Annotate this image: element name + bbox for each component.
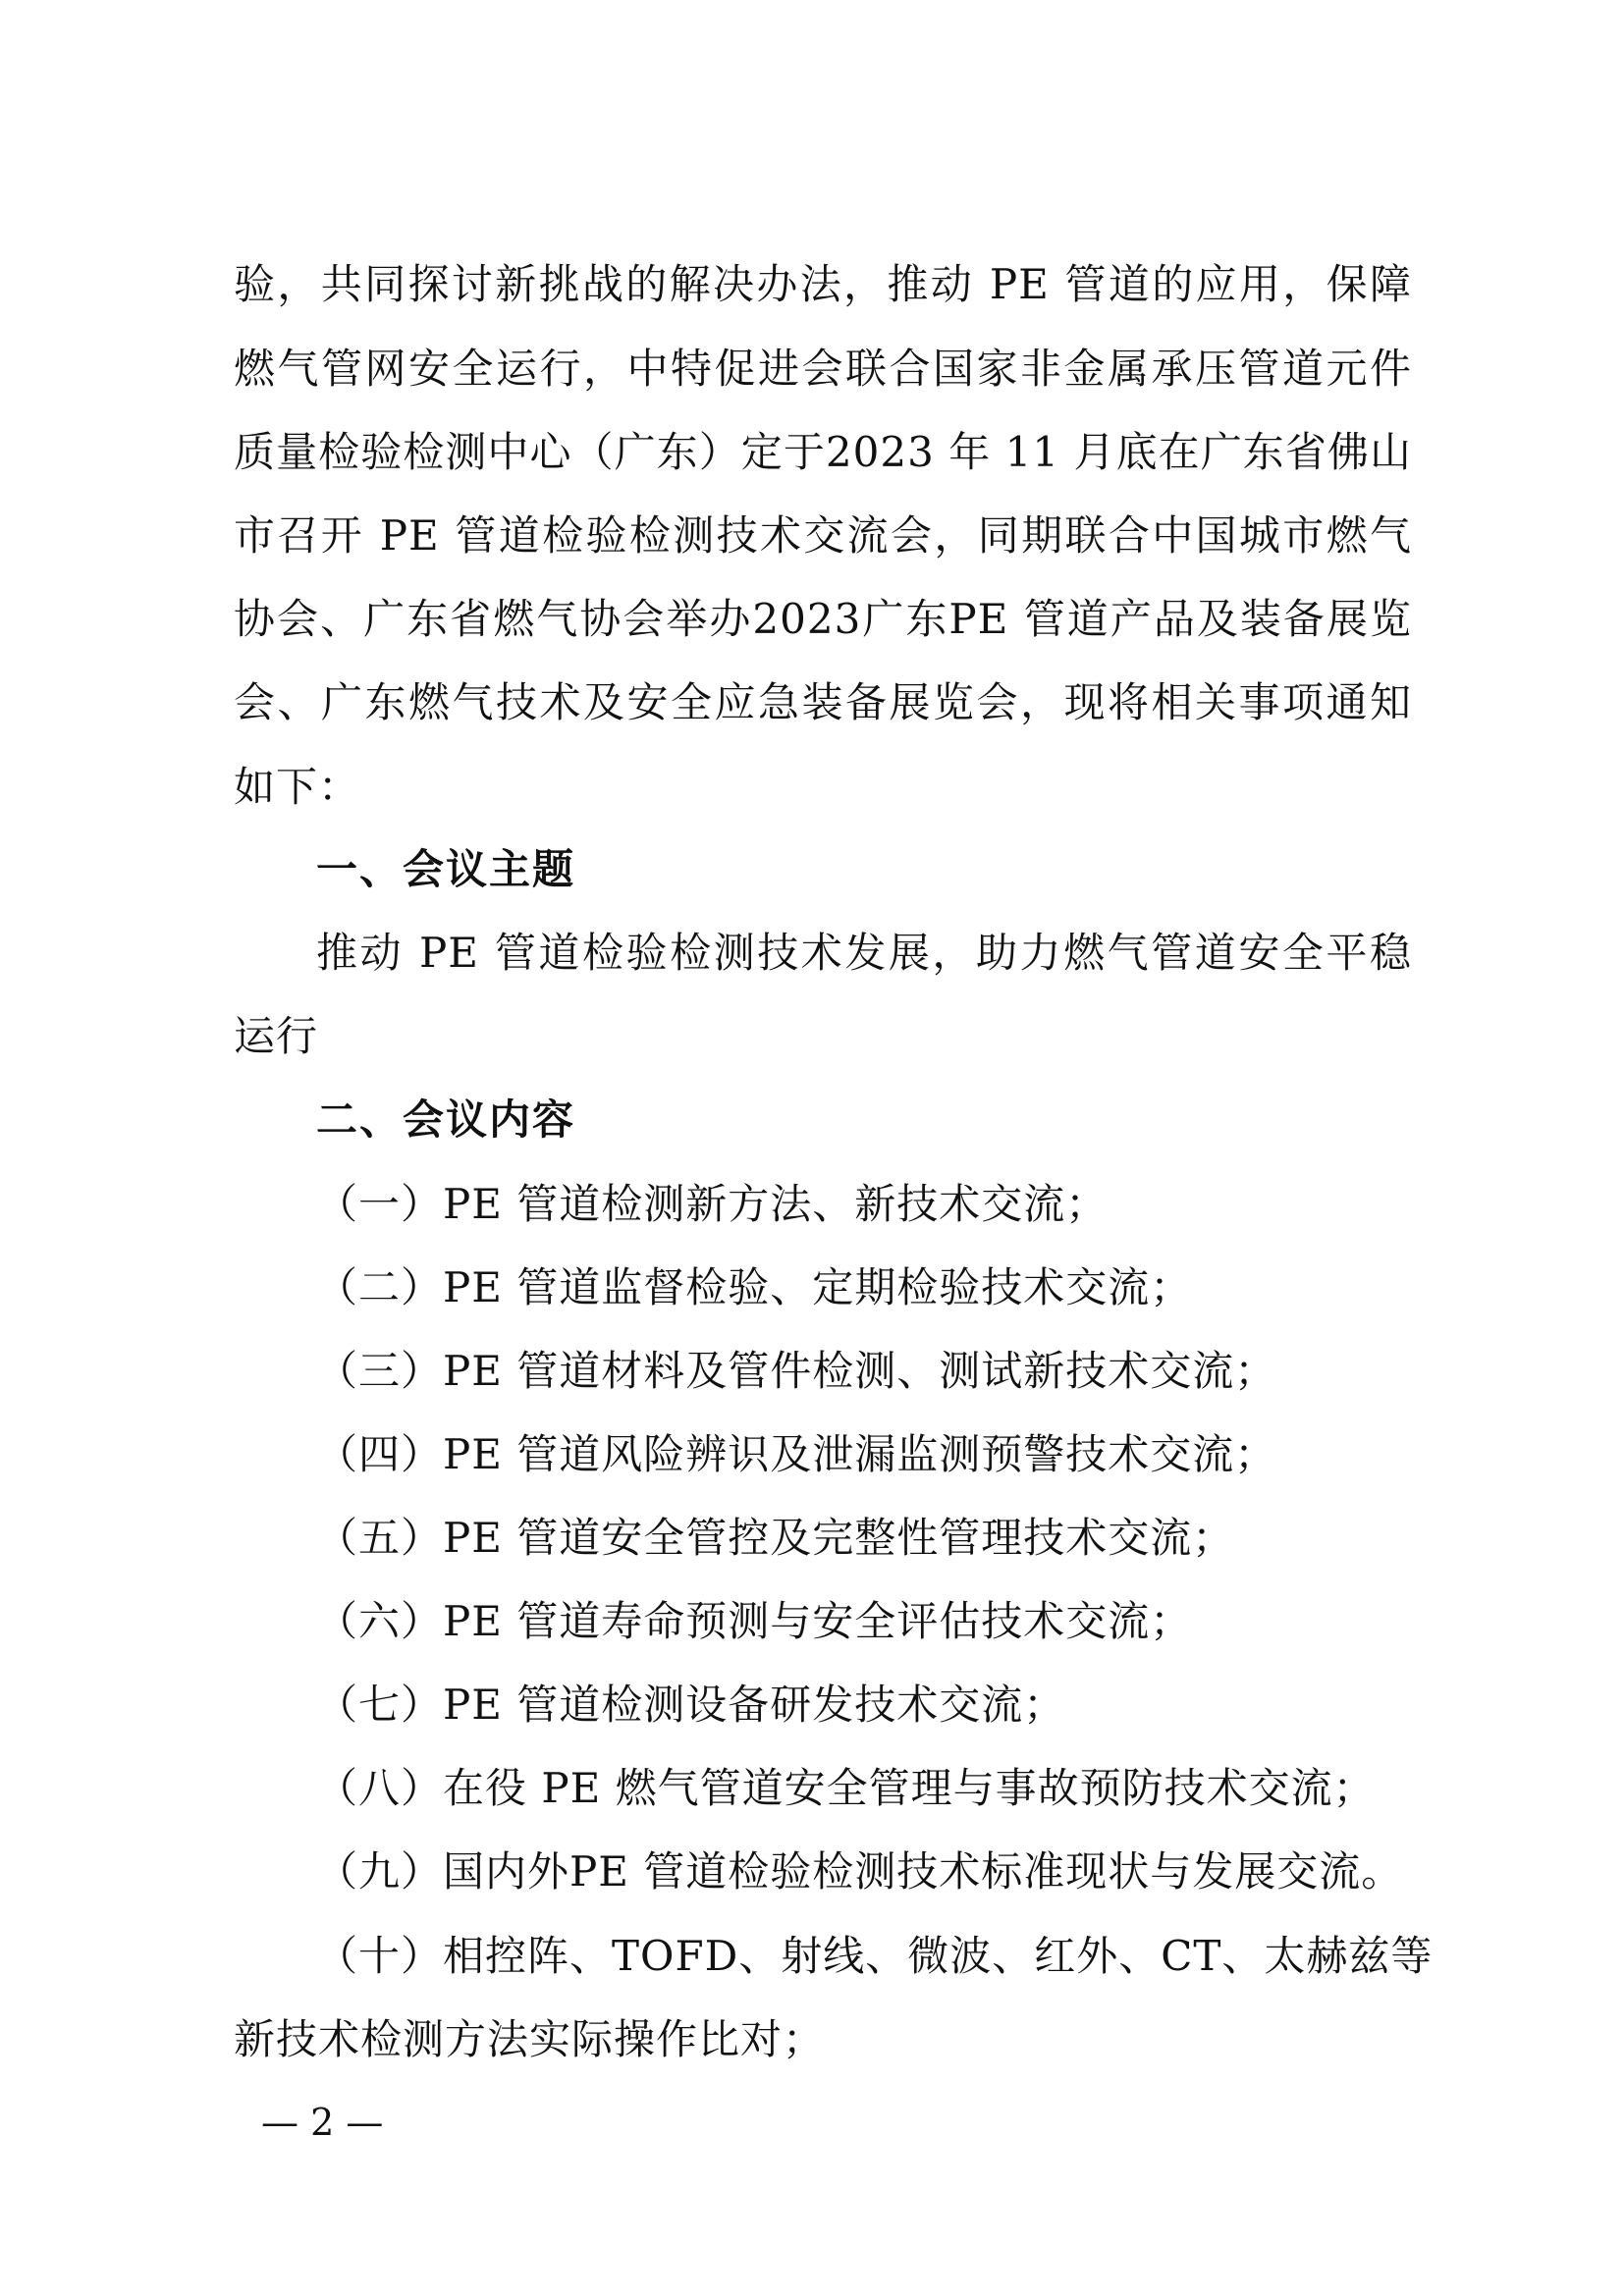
section2-item-2: （二）PE 管道监督检验、定期检验技术交流； xyxy=(316,1263,1193,1311)
section2-item-3: （三）PE 管道材料及管件检测、测试新技术交流； xyxy=(316,1347,1277,1395)
section2-item-9: （九）国内外PE 管道检验检测技术标准现状与发展交流。 xyxy=(316,1847,1404,1896)
section1-body-line-1: 推动 PE 管道检验检测技术发展，助力燃气管道安全平稳 xyxy=(316,929,1412,977)
section2-item-7: （七）PE 管道检测设备研发技术交流； xyxy=(316,1681,1066,1729)
intro-line-5: 协会、广东省燃气协会举办2023广东PE 管道产品及装备展览 xyxy=(234,595,1412,643)
section2-heading: 二、会议内容 xyxy=(316,1095,576,1144)
section2-item-6: （六）PE 管道寿命预测与安全评估技术交流； xyxy=(316,1597,1193,1645)
page-number: — 2 — xyxy=(261,2101,384,2144)
section2-item-1: （一）PE 管道检测新方法、新技术交流； xyxy=(316,1180,1109,1228)
intro-line-2: 燃气管网安全运行，中特促进会联合国家非金属承压管道元件 xyxy=(234,345,1412,393)
section1-heading: 一、会议主题 xyxy=(316,845,576,893)
section2-item-10: （十）相控阵、TOFD、射线、微波、红外、CT、太赫兹等 xyxy=(316,1932,1434,1980)
section2-item-10-cont: 新技术检测方法实际操作比对； xyxy=(234,2015,826,2063)
intro-line-1: 验，共同探讨新挑战的解决办法，推动 PE 管道的应用，保障 xyxy=(234,260,1412,308)
section1-body-line-2: 运行 xyxy=(234,1012,319,1060)
section2-item-4: （四）PE 管道风险辨识及泄漏监测预警技术交流； xyxy=(316,1430,1277,1478)
section2-item-5: （五）PE 管道安全管控及完整性管理技术交流； xyxy=(316,1514,1235,1562)
intro-line-3: 质量检验检测中心（广东）定于2023 年 11 月底在广东省佛山 xyxy=(234,428,1412,476)
intro-line-6: 会、广东燃气技术及安全应急装备展览会，现将相关事项通知 xyxy=(234,678,1412,726)
section2-item-8: （八）在役 PE 燃气管道安全管理与事故预防技术交流； xyxy=(316,1764,1376,1812)
intro-line-4: 市召开 PE 管道检验检测技术交流会，同期联合中国城市燃气 xyxy=(234,511,1412,560)
intro-line-7: 如下： xyxy=(234,763,361,811)
